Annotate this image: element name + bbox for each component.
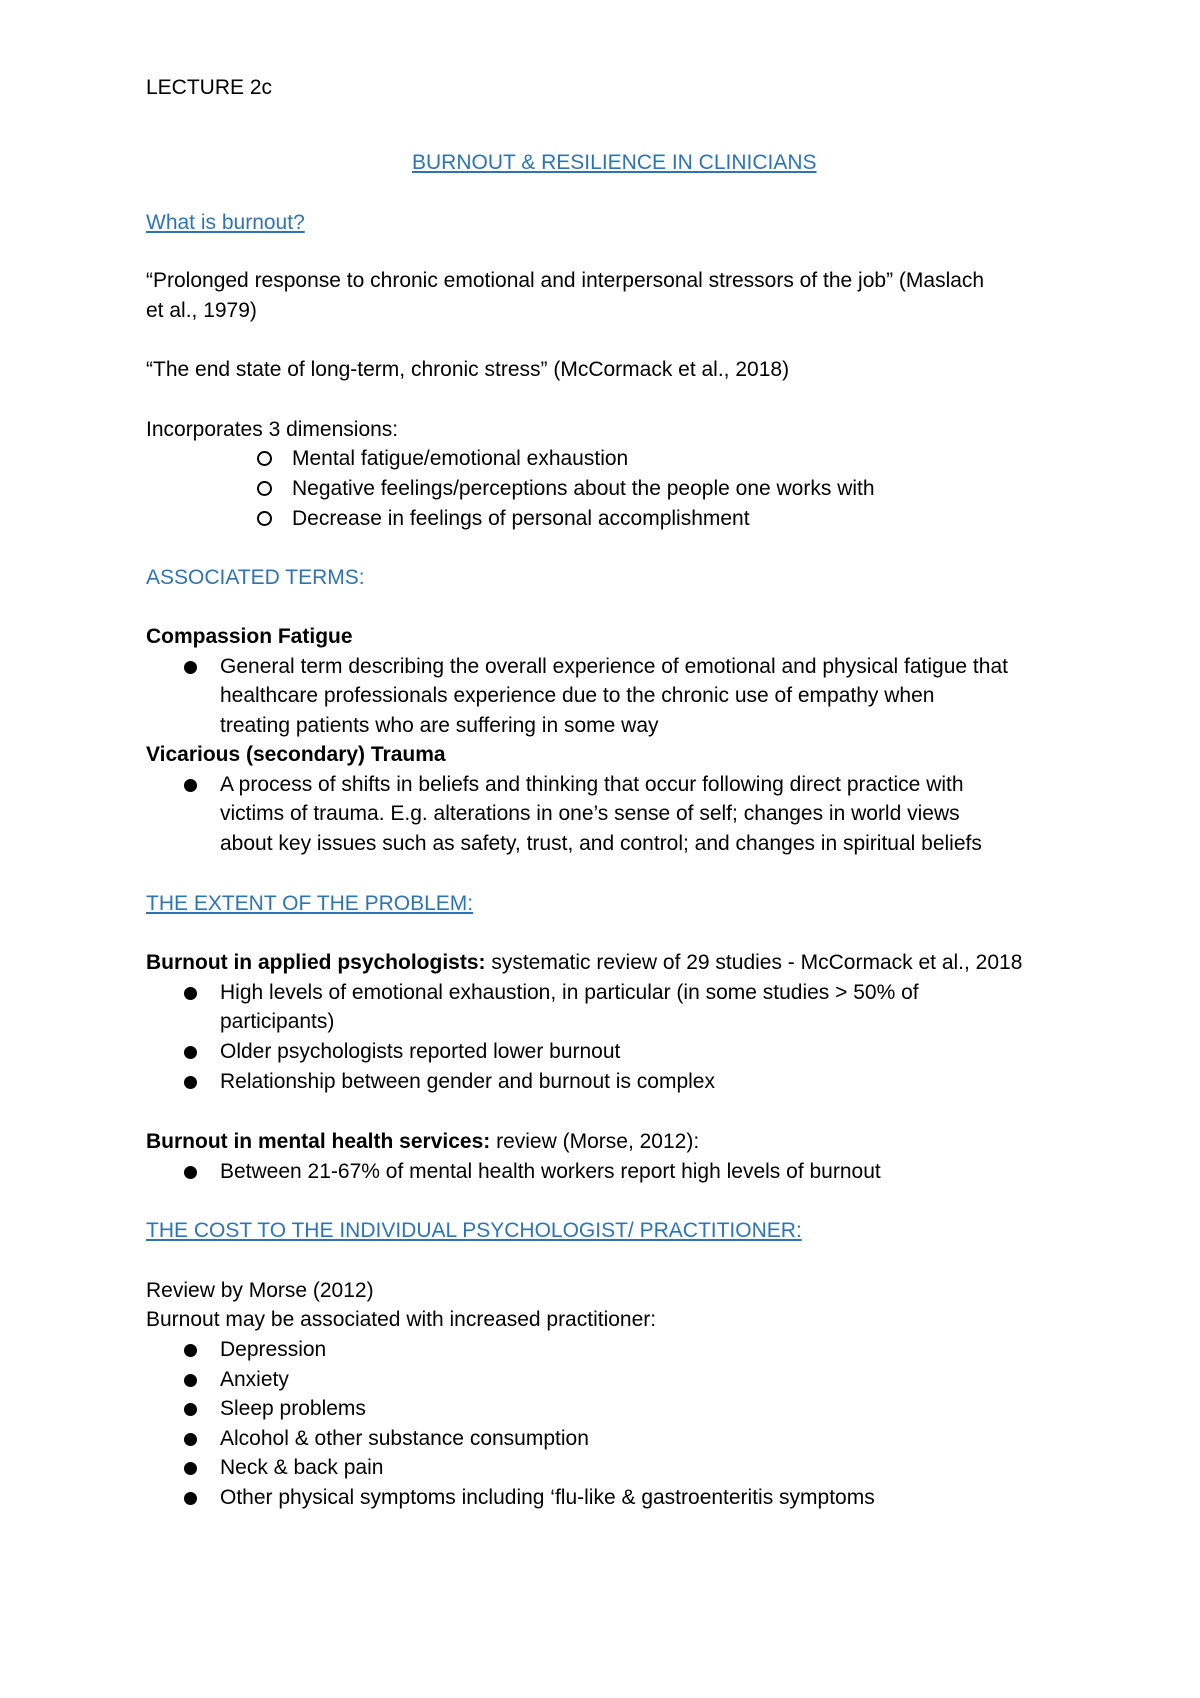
- bullet-icon: [184, 1166, 197, 1179]
- applied-psychologists-source: systematic review of 29 studies - McCormack et al., 2018: [485, 951, 1023, 974]
- bullet-icon: [184, 661, 197, 674]
- bullet-icon: [184, 1492, 197, 1505]
- definition-2: “The end state of long-term, chronic stress” (McCormack et al., 2018): [146, 358, 790, 381]
- dimension-item: Mental fatigue/emotional exhaustion: [292, 447, 629, 470]
- circle-bullet-icon: [257, 451, 272, 466]
- definition-1-line-2: et al., 1979): [146, 299, 257, 322]
- associated-terms-heading: ASSOCIATED TERMS:: [146, 566, 365, 589]
- review-line: Review by Morse (2012): [146, 1279, 374, 1302]
- what-is-burnout-heading: What is burnout?: [146, 211, 305, 234]
- compassion-line: healthcare professionals experience due to the chronic use of empathy when: [220, 684, 935, 707]
- cost-item: Depression: [220, 1338, 327, 1361]
- cost-item: Neck & back pain: [220, 1456, 384, 1479]
- applied-psychologists-label: Burnout in applied psychologists:: [146, 951, 486, 974]
- cost-item: Sleep problems: [220, 1397, 366, 1420]
- applied-item: High levels of emotional exhaustion, in particular (in some studies > 50% of: [220, 981, 919, 1004]
- applied-psychologists-line: [146, 948, 1022, 978]
- mental-health-label: Burnout in mental health services:: [146, 1130, 491, 1153]
- vicarious-trauma-title: Vicarious (secondary) Trauma: [146, 743, 446, 766]
- mental-health-item: Between 21-67% of mental health workers report high levels of burnout: [220, 1160, 881, 1183]
- document-title: BURNOUT & RESILIENCE IN CLINICIANS: [412, 151, 817, 174]
- lecture-label: LECTURE 2c: [146, 76, 273, 99]
- vicarious-line: victims of trauma. E.g. alterations in one’s sense of self; changes in world views: [220, 802, 960, 825]
- extent-heading: THE EXTENT OF THE PROBLEM:: [146, 892, 474, 915]
- cost-item: Other physical symptoms including ‘flu-like & gastroenteritis symptoms: [220, 1486, 875, 1509]
- bullet-icon: [184, 1344, 197, 1357]
- bullet-icon: [184, 987, 197, 1000]
- mental-health-line: [146, 1127, 699, 1157]
- cost-item: Alcohol & other substance consumption: [220, 1427, 589, 1450]
- dimension-item: Negative feelings/perceptions about the people one works with: [292, 477, 875, 500]
- bullet-icon: [184, 1403, 197, 1416]
- bullet-icon: [184, 1076, 197, 1089]
- cost-heading: THE COST TO THE INDIVIDUAL PSYCHOLOGIST/ PRACTITIONER:: [146, 1219, 802, 1242]
- compassion-line: General term describing the overall experience of emotional and physical fatigue that: [220, 655, 1008, 678]
- circle-bullet-icon: [257, 481, 272, 496]
- vicarious-line: about key issues such as safety, trust, and control; and changes in spiritual beliefs: [220, 832, 982, 855]
- bullet-icon: [184, 779, 197, 792]
- bullet-icon: [184, 1374, 197, 1387]
- vicarious-line: A process of shifts in beliefs and thinking that occur following direct practice with: [220, 773, 964, 796]
- bullet-icon: [184, 1046, 197, 1059]
- dimension-item: Decrease in feelings of personal accomplishment: [292, 507, 750, 530]
- dimensions-intro: Incorporates 3 dimensions:: [146, 418, 399, 441]
- associated-with-line: Burnout may be associated with increased practitioner:: [146, 1308, 657, 1331]
- mental-health-source: review (Morse, 2012):: [490, 1130, 700, 1153]
- applied-item: Older psychologists reported lower burnout: [220, 1040, 621, 1063]
- cost-item: Anxiety: [220, 1368, 289, 1391]
- bullet-icon: [184, 1433, 197, 1446]
- circle-bullet-icon: [257, 511, 272, 526]
- compassion-fatigue-title: Compassion Fatigue: [146, 625, 353, 648]
- applied-item: Relationship between gender and burnout is complex: [220, 1070, 715, 1093]
- definition-1-line-1: “Prolonged response to chronic emotional and interpersonal stressors of the job” (Maslach: [146, 269, 985, 292]
- applied-item: participants): [220, 1010, 335, 1033]
- compassion-line: treating patients who are suffering in some way: [220, 714, 659, 737]
- bullet-icon: [184, 1462, 197, 1475]
